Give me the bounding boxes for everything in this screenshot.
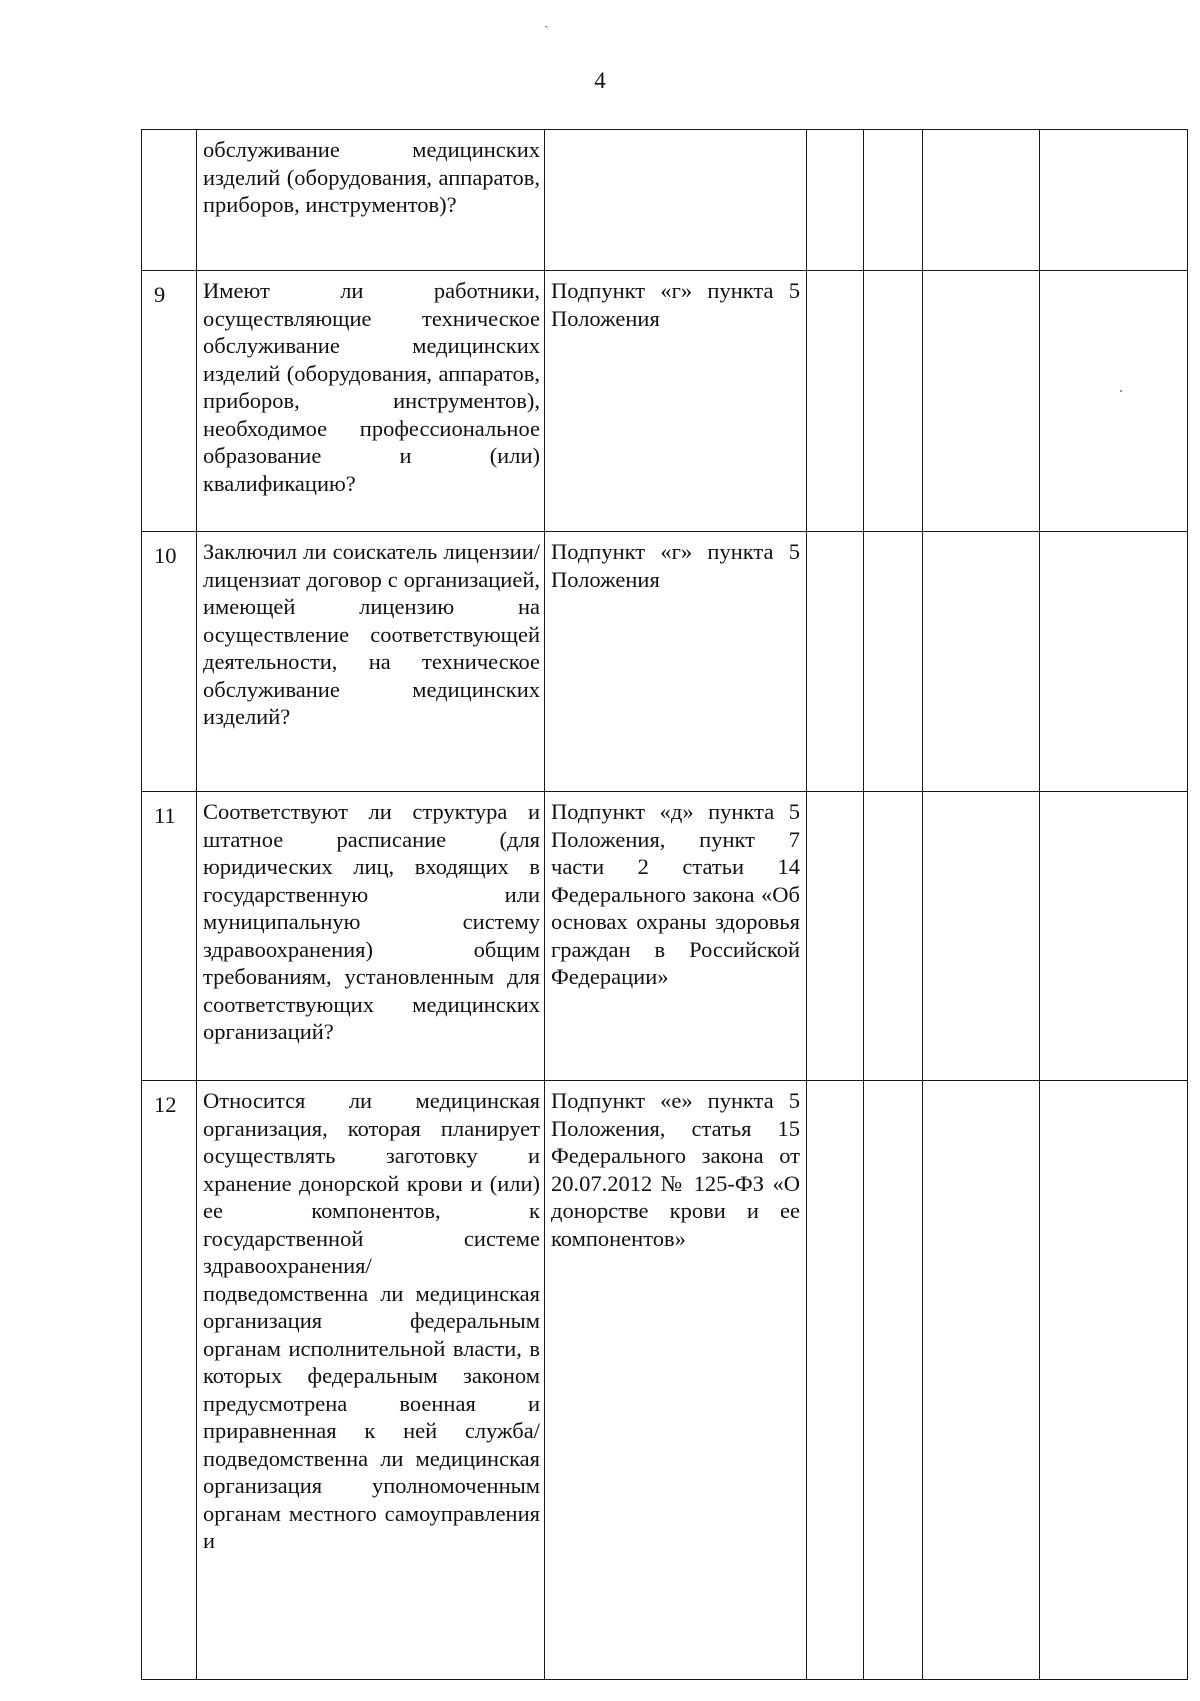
question-text: Соответствуют ли структура и штатное расписание (для юридических лиц, входящих в государственную или муниципальную систему здравоохранения) общим требованиям, установленным для соответствующих медицинских организаций? bbox=[203, 799, 540, 1044]
answer-yes-cell bbox=[807, 1081, 864, 1680]
note-cell bbox=[1040, 271, 1188, 532]
requirement-question bbox=[197, 130, 545, 271]
note-cell bbox=[1040, 792, 1188, 1081]
table-row bbox=[142, 532, 1188, 792]
legal-reference bbox=[545, 130, 807, 271]
question-text: Заключил ли соискатель лицензии/лицензиат договор с организацией, имеющей лицензию на осуществление соответствующей деятельности, на техническое обслуживание медицинских изделий? bbox=[203, 539, 540, 729]
requirement-question bbox=[197, 532, 545, 792]
requirement-question bbox=[197, 792, 545, 1081]
answer-yes-cell bbox=[807, 271, 864, 532]
row-number: 11 bbox=[142, 792, 197, 1081]
answer-yes-cell bbox=[807, 130, 864, 271]
question-text: Относится ли медицинская организация, которая планирует осуществлять заготовку и хранение донорской крови и (или) ее компонентов, к государственной системе здравоохранения/ подведомственна ли медицинская организация федеральным органам исполнительной власти, в которых федеральным законом предусмотрена военная и приравненная к ней служба/ подведомственна ли медицинская организация уполномоченным органам местного самоуправления и bbox=[203, 1088, 540, 1553]
not-applicable-cell bbox=[923, 532, 1040, 792]
table-row bbox=[142, 1081, 1188, 1680]
note-cell bbox=[1040, 1081, 1188, 1680]
not-applicable-cell bbox=[923, 1081, 1040, 1680]
scan-speck: ˎ bbox=[544, 14, 549, 29]
legal-reference: Подпункт «г» пункта 5 Положения bbox=[545, 532, 807, 792]
scan-speck bbox=[1120, 390, 1122, 392]
row-number: 9 bbox=[142, 271, 197, 532]
legal-reference: Подпункт «е» пункта 5 Положения, статья 15 Федерального закона от 20.07.2012 № 125-ФЗ «О донорстве крови и ее компонентов» bbox=[545, 1081, 807, 1680]
answer-no-cell bbox=[864, 130, 923, 271]
row-number bbox=[142, 130, 197, 271]
row-number: 12 bbox=[142, 1081, 197, 1680]
not-applicable-cell bbox=[923, 271, 1040, 532]
requirement-question bbox=[197, 271, 545, 532]
answer-no-cell bbox=[864, 532, 923, 792]
answer-no-cell bbox=[864, 1081, 923, 1680]
answer-yes-cell bbox=[807, 792, 864, 1081]
page-number: 4 bbox=[594, 68, 606, 93]
table-row bbox=[142, 130, 1188, 271]
table-row bbox=[142, 271, 1188, 532]
answer-yes-cell bbox=[807, 532, 864, 792]
answer-no-cell bbox=[864, 271, 923, 532]
note-cell bbox=[1040, 130, 1188, 271]
legal-reference: Подпункт «г» пункта 5 Положения bbox=[545, 271, 807, 532]
not-applicable-cell bbox=[923, 792, 1040, 1081]
note-cell bbox=[1040, 532, 1188, 792]
legal-reference: Подпункт «д» пункта 5 Положения, пункт 7 части 2 статьи 14 Федерального закона «Об основах охраны здоровья граждан в Российской Федерации» bbox=[545, 792, 807, 1081]
table-row bbox=[142, 792, 1188, 1081]
answer-no-cell bbox=[864, 792, 923, 1081]
row-number: 10 bbox=[142, 532, 197, 792]
question-text: Имеют ли работники, осуществляющие техническое обслуживание медицинских изделий (оборудования, аппаратов, приборов, инструментов), необходимое профессиональное образование и (или) квалификацию? bbox=[203, 278, 540, 496]
requirement-question bbox=[197, 1081, 545, 1680]
not-applicable-cell bbox=[923, 130, 1040, 271]
checklist-table bbox=[141, 129, 1188, 1680]
question-text: обслуживание медицинских изделий (оборудования, аппаратов, приборов, инструментов)? bbox=[203, 137, 540, 217]
